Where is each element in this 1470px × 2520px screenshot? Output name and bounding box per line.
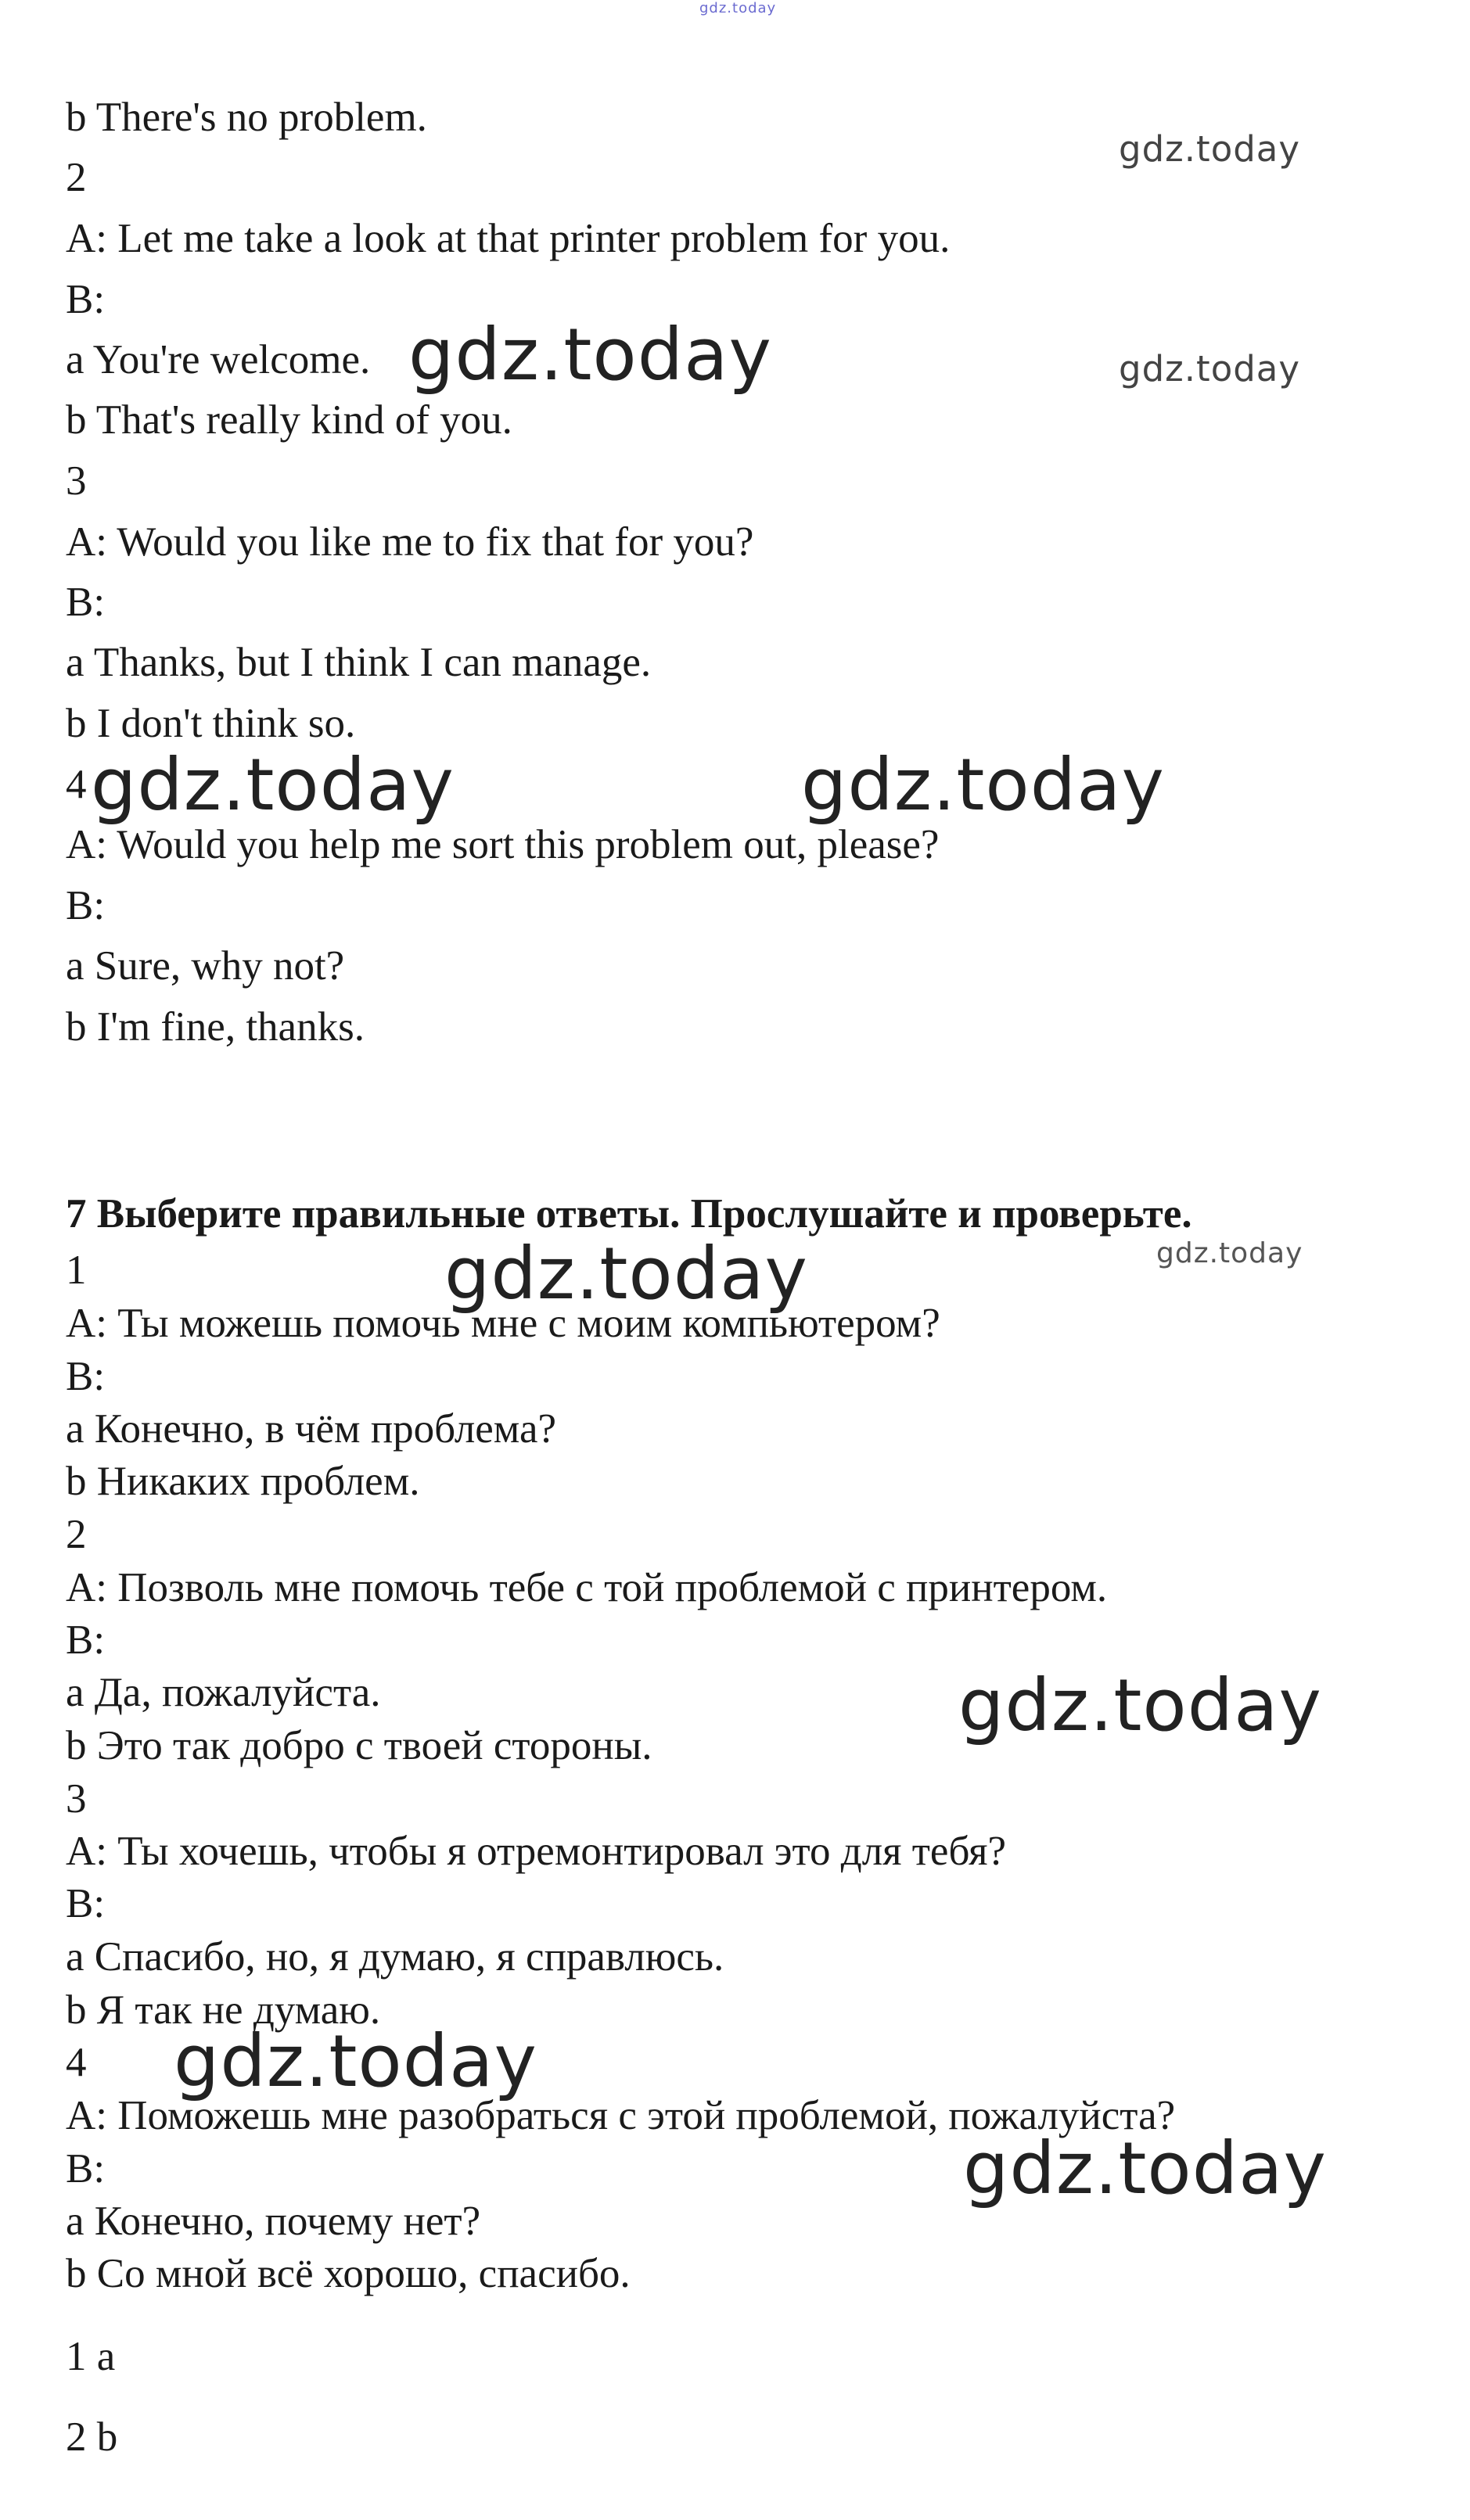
text-line: 1 <box>66 1247 87 1293</box>
watermark: gdz.today <box>1119 128 1301 170</box>
text-line: B: <box>66 580 106 625</box>
answer-line: 1 a <box>66 2334 116 2379</box>
text-line: a Thanks, but I think I can manage. <box>66 640 652 685</box>
text-line: A: Would you like me to fix that for you? <box>66 519 754 565</box>
text-line: B: <box>66 2146 106 2192</box>
text-line: B: <box>66 1617 106 1663</box>
text-line: 4 <box>66 762 87 807</box>
text-line: a Да, пожалуйста. <box>66 1670 381 1715</box>
text-line: 2 <box>66 1512 87 1557</box>
text-line: B: <box>66 1354 106 1399</box>
text-line: A: Let me take a look at that printer problem for you. <box>66 216 951 261</box>
text-line: a You're welcome. <box>66 337 371 382</box>
text-line: A: Ты можешь помочь мне с моим компьютером? <box>66 1301 940 1346</box>
text-line: a Спасибо, но, я думаю, я справлюсь. <box>66 1934 724 1980</box>
watermark: gdz.today <box>1156 1237 1303 1269</box>
text-line: A: Позволь мне помочь тебе с той проблемой с принтером. <box>66 1565 1108 1610</box>
text-line: A: Ты хочешь, чтобы я отремонтировал это для тебя? <box>66 1829 1006 1874</box>
text-line: 2 <box>66 155 87 200</box>
watermark: gdz.today <box>958 1664 1322 1747</box>
text-line: A: Would you help me sort this problem out, please? <box>66 822 940 867</box>
text-line: B: <box>66 277 106 322</box>
text-line: 3 <box>66 458 87 504</box>
text-line: b Это так добро с твоей стороны. <box>66 1723 652 1768</box>
text-line: a Sure, why not? <box>66 943 345 989</box>
watermark: gdz.today <box>1119 348 1301 389</box>
answer-line: 2 b <box>66 2414 118 2460</box>
text-line: 4 <box>66 2040 87 2085</box>
section-heading: 7 Выберите правильные ответы. Прослушайте и проверьте. <box>66 1191 1192 1237</box>
watermark: gdz.today <box>174 2019 537 2103</box>
text-line: a Конечно, почему нет? <box>66 2199 481 2244</box>
text-line: B: <box>66 883 106 928</box>
watermark: gdz.today <box>963 2127 1327 2210</box>
text-line: b That's really kind of you. <box>66 397 512 443</box>
text-line: a Конечно, в чём проблема? <box>66 1406 557 1452</box>
watermark: gdz.today <box>91 743 455 827</box>
text-line: b Со мной всё хорошо, спасибо. <box>66 2251 631 2296</box>
text-line: b I'm fine, thanks. <box>66 1004 365 1050</box>
text-line: b Никаких проблем. <box>66 1459 420 1504</box>
text-line: B: <box>66 1881 106 1926</box>
text-line: 3 <box>66 1776 87 1822</box>
text-line: b There's no problem. <box>66 95 427 140</box>
watermark-top: gdz.today <box>699 0 777 16</box>
text-line: b Я так не думаю. <box>66 1987 381 2033</box>
watermark: gdz.today <box>408 313 772 397</box>
text-line: b I don't think so. <box>66 701 356 746</box>
watermark: gdz.today <box>801 743 1165 827</box>
text-line: A: Поможешь мне разобраться с этой проблемой, пожалуйста? <box>66 2093 1176 2138</box>
watermark: gdz.today <box>444 1232 808 1316</box>
